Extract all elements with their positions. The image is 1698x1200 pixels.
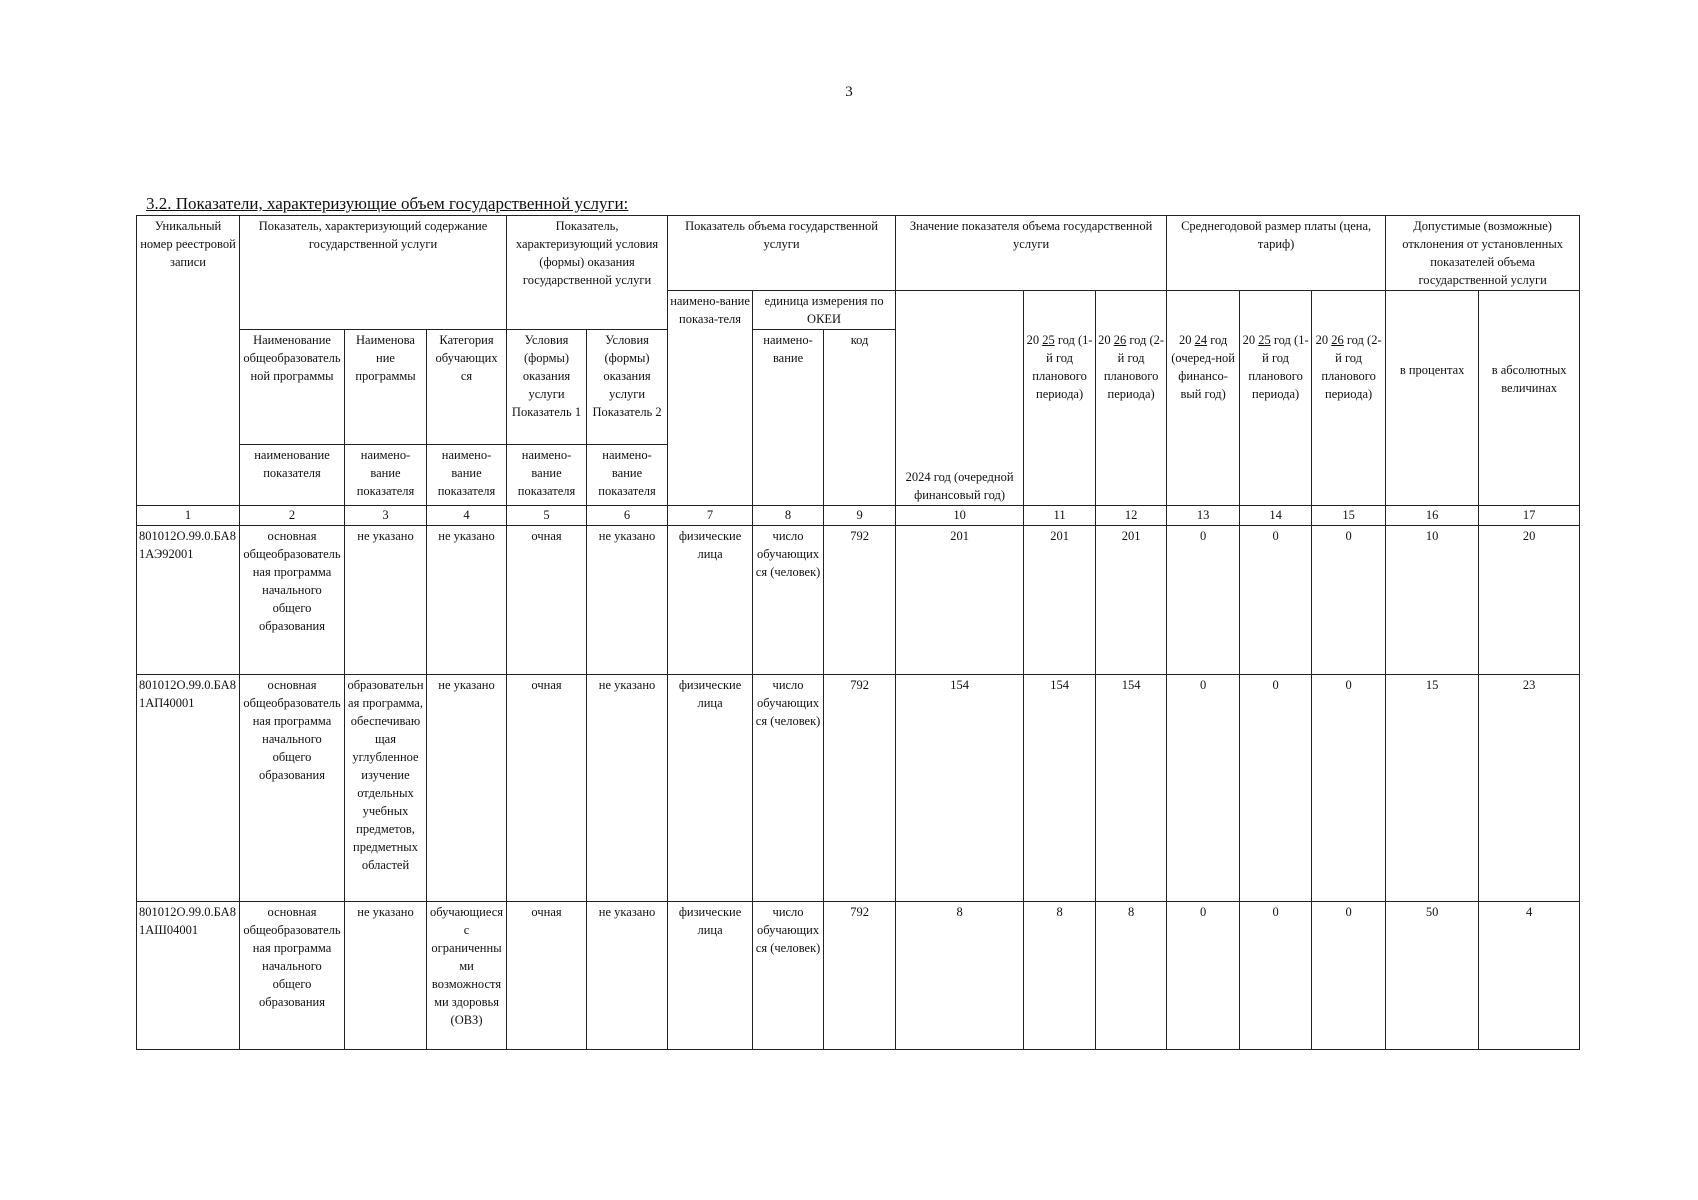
header-fee-2026 xyxy=(1312,291,1386,506)
program-cell: основная общеобразовательная программа начального общего образования xyxy=(240,902,345,1050)
column-number: 7 xyxy=(668,506,753,526)
program-name-cell: образовательная программа, обеспечивающая углубленное изучение отдельных учебных предметов, предметных областей xyxy=(345,675,427,902)
deviation-percent-cell: 10 xyxy=(1386,526,1479,675)
year-number: 26 xyxy=(1113,333,1127,347)
value-2026-cell: 154 xyxy=(1096,675,1167,902)
page-number: 3 xyxy=(845,84,853,100)
header-unique-number: Уникальный номер реестровой записи xyxy=(137,216,240,506)
header-in-absolute: в абсолютных величинах xyxy=(1479,291,1580,506)
deviation-absolute-cell: 23 xyxy=(1479,675,1580,902)
header-program-title: Наименова ние программы xyxy=(345,330,427,445)
column-number: 8 xyxy=(753,506,824,526)
year-prefix: 20 xyxy=(1315,333,1329,347)
registry-number: 801012О.99.0.БА81АШ04001 xyxy=(137,902,240,1050)
code-cell: 792 xyxy=(824,526,896,675)
program-cell: основная общеобразовательная программа начального общего образования xyxy=(240,526,345,675)
header-year-2026 xyxy=(1096,291,1167,506)
condition-1-cell: очная xyxy=(507,902,587,1050)
program-name-cell: не указано xyxy=(345,526,427,675)
value-2024-cell: 154 xyxy=(896,675,1024,902)
year-number: 24 xyxy=(1194,333,1208,347)
deviation-percent-cell: 15 xyxy=(1386,675,1479,902)
volume-indicators-table xyxy=(136,215,1580,1050)
header-content-group: Показатель, характеризующий содержание государственной услуги xyxy=(240,216,507,330)
header-sub-name-3: наимено-вание показателя xyxy=(427,445,507,506)
fee-2025-cell: 0 xyxy=(1240,675,1312,902)
header-deviation-group: Допустимые (возможные) отклонения от установленных показателей объема государственной услуги xyxy=(1386,216,1580,291)
column-number: 10 xyxy=(896,506,1024,526)
column-number: 1 xyxy=(137,506,240,526)
header-conditions-group: Показатель, характеризующий условия (формы) оказания государственной услуги xyxy=(507,216,668,330)
condition-2-cell: не указано xyxy=(587,675,668,902)
category-cell: не указано xyxy=(427,675,507,902)
header-okei-unit: единица измерения по ОКЕИ xyxy=(753,291,896,330)
value-2024-cell: 8 xyxy=(896,902,1024,1050)
fee-2024-cell: 0 xyxy=(1167,526,1240,675)
indicator-cell: физические лица xyxy=(668,526,753,675)
value-2025-cell: 201 xyxy=(1024,526,1096,675)
table-row xyxy=(137,675,1580,902)
deviation-percent-cell: 50 xyxy=(1386,902,1479,1050)
header-in-percent: в процентах xyxy=(1386,291,1479,506)
header-condition-2: Условия (формы) оказания услуги Показатель 2 xyxy=(587,330,668,445)
deviation-absolute-cell: 4 xyxy=(1479,902,1580,1050)
column-number: 13 xyxy=(1167,506,1240,526)
year-number: 25 xyxy=(1042,333,1055,347)
fee-2026-cell: 0 xyxy=(1312,675,1386,902)
fee-2025-cell: 0 xyxy=(1240,902,1312,1050)
header-student-category: Категория обучающих ся xyxy=(427,330,507,445)
fee-2024-cell: 0 xyxy=(1167,902,1240,1050)
table-row xyxy=(137,526,1580,675)
header-sub-name-2: наимено-вание показателя xyxy=(345,445,427,506)
header-condition-1: Условия (формы) оказания услуги Показатель 1 xyxy=(507,330,587,445)
column-number: 2 xyxy=(240,506,345,526)
header-indicator-name: наимено-вание показа-теля xyxy=(668,291,753,506)
category-cell: обучающиеся с ограниченными возможностями здоровья (ОВЗ) xyxy=(427,902,507,1050)
header-avg-fee-group: Среднегодовой размер платы (цена, тариф) xyxy=(1167,216,1386,291)
registry-number: 801012О.99.0.БА81АЭ92001 xyxy=(137,526,240,675)
column-number: 16 xyxy=(1386,506,1479,526)
condition-2-cell: не указано xyxy=(587,526,668,675)
program-cell: основная общеобразовательная программа начального общего образования xyxy=(240,675,345,902)
fee-2025-cell: 0 xyxy=(1240,526,1312,675)
year-prefix: 20 xyxy=(1242,333,1256,347)
category-cell: не указано xyxy=(427,526,507,675)
header-okei-name: наимено-вание xyxy=(753,330,824,506)
year-prefix: 20 xyxy=(1026,333,1040,347)
header-row-1 xyxy=(137,216,1580,291)
column-number: 15 xyxy=(1312,506,1386,526)
header-fee-2025 xyxy=(1240,291,1312,506)
unit-cell: число обучающихся (человек) xyxy=(753,675,824,902)
header-sub-name-4: наимено-вание показателя xyxy=(507,445,587,506)
value-2024-cell: 201 xyxy=(896,526,1024,675)
column-number: 4 xyxy=(427,506,507,526)
column-number: 6 xyxy=(587,506,668,526)
column-number: 17 xyxy=(1479,506,1580,526)
condition-1-cell: очная xyxy=(507,675,587,902)
year-text: год (1-й год планового периода) xyxy=(1248,333,1309,401)
code-cell: 792 xyxy=(824,675,896,902)
column-number: 3 xyxy=(345,506,427,526)
condition-1-cell: очная xyxy=(507,526,587,675)
column-number: 14 xyxy=(1240,506,1312,526)
header-sub-name-5: наимено-вание показателя xyxy=(587,445,668,506)
header-year-2024: 2024 год (очередной финансовый год) xyxy=(896,291,1024,506)
year-text: год (1-й год планового периода) xyxy=(1032,333,1093,401)
value-2026-cell: 8 xyxy=(1096,902,1167,1050)
year-number: 26 xyxy=(1331,333,1344,347)
header-volume-group: Показатель объема государственной услуги xyxy=(668,216,896,291)
value-2025-cell: 154 xyxy=(1024,675,1096,902)
fee-2024-cell: 0 xyxy=(1167,675,1240,902)
year-text: год (очеред-ной финансо-вый год) xyxy=(1171,333,1235,401)
fee-2026-cell: 0 xyxy=(1312,902,1386,1050)
unit-cell: число обучающихся (человек) xyxy=(753,902,824,1050)
condition-2-cell: не указано xyxy=(587,902,668,1050)
column-number: 11 xyxy=(1024,506,1096,526)
deviation-absolute-cell: 20 xyxy=(1479,526,1580,675)
column-number: 12 xyxy=(1096,506,1167,526)
code-cell: 792 xyxy=(824,902,896,1050)
fee-2026-cell: 0 xyxy=(1312,526,1386,675)
registry-number: 801012О.99.0.БА81АП40001 xyxy=(137,675,240,902)
value-2025-cell: 8 xyxy=(1024,902,1096,1050)
year-text: год (2-й год планового периода) xyxy=(1103,333,1165,401)
header-fee-2024 xyxy=(1167,291,1240,506)
program-name-cell: не указано xyxy=(345,902,427,1050)
year-text: год (2-й год планового периода) xyxy=(1321,333,1382,401)
column-number-row xyxy=(137,506,1580,526)
indicator-cell: физические лица xyxy=(668,675,753,902)
section-title: 3.2. Показатели, характеризующие объем государственной услуги: xyxy=(146,194,629,213)
year-prefix: 20 xyxy=(1178,333,1192,347)
table-row xyxy=(137,902,1580,1050)
column-number: 5 xyxy=(507,506,587,526)
header-program-name: Наименование общеобразовательной программы xyxy=(240,330,345,445)
header-year-2025 xyxy=(1024,291,1096,506)
year-number: 25 xyxy=(1258,333,1271,347)
value-2026-cell: 201 xyxy=(1096,526,1167,675)
year-prefix: 20 xyxy=(1098,333,1111,347)
column-number: 9 xyxy=(824,506,896,526)
indicator-cell: физические лица xyxy=(668,902,753,1050)
header-volume-value-group: Значение показателя объема государственной услуги xyxy=(896,216,1167,291)
header-okei-code: код xyxy=(824,330,896,506)
unit-cell: число обучающихся (человек) xyxy=(753,526,824,675)
header-sub-name-1: наименование показателя xyxy=(240,445,345,506)
